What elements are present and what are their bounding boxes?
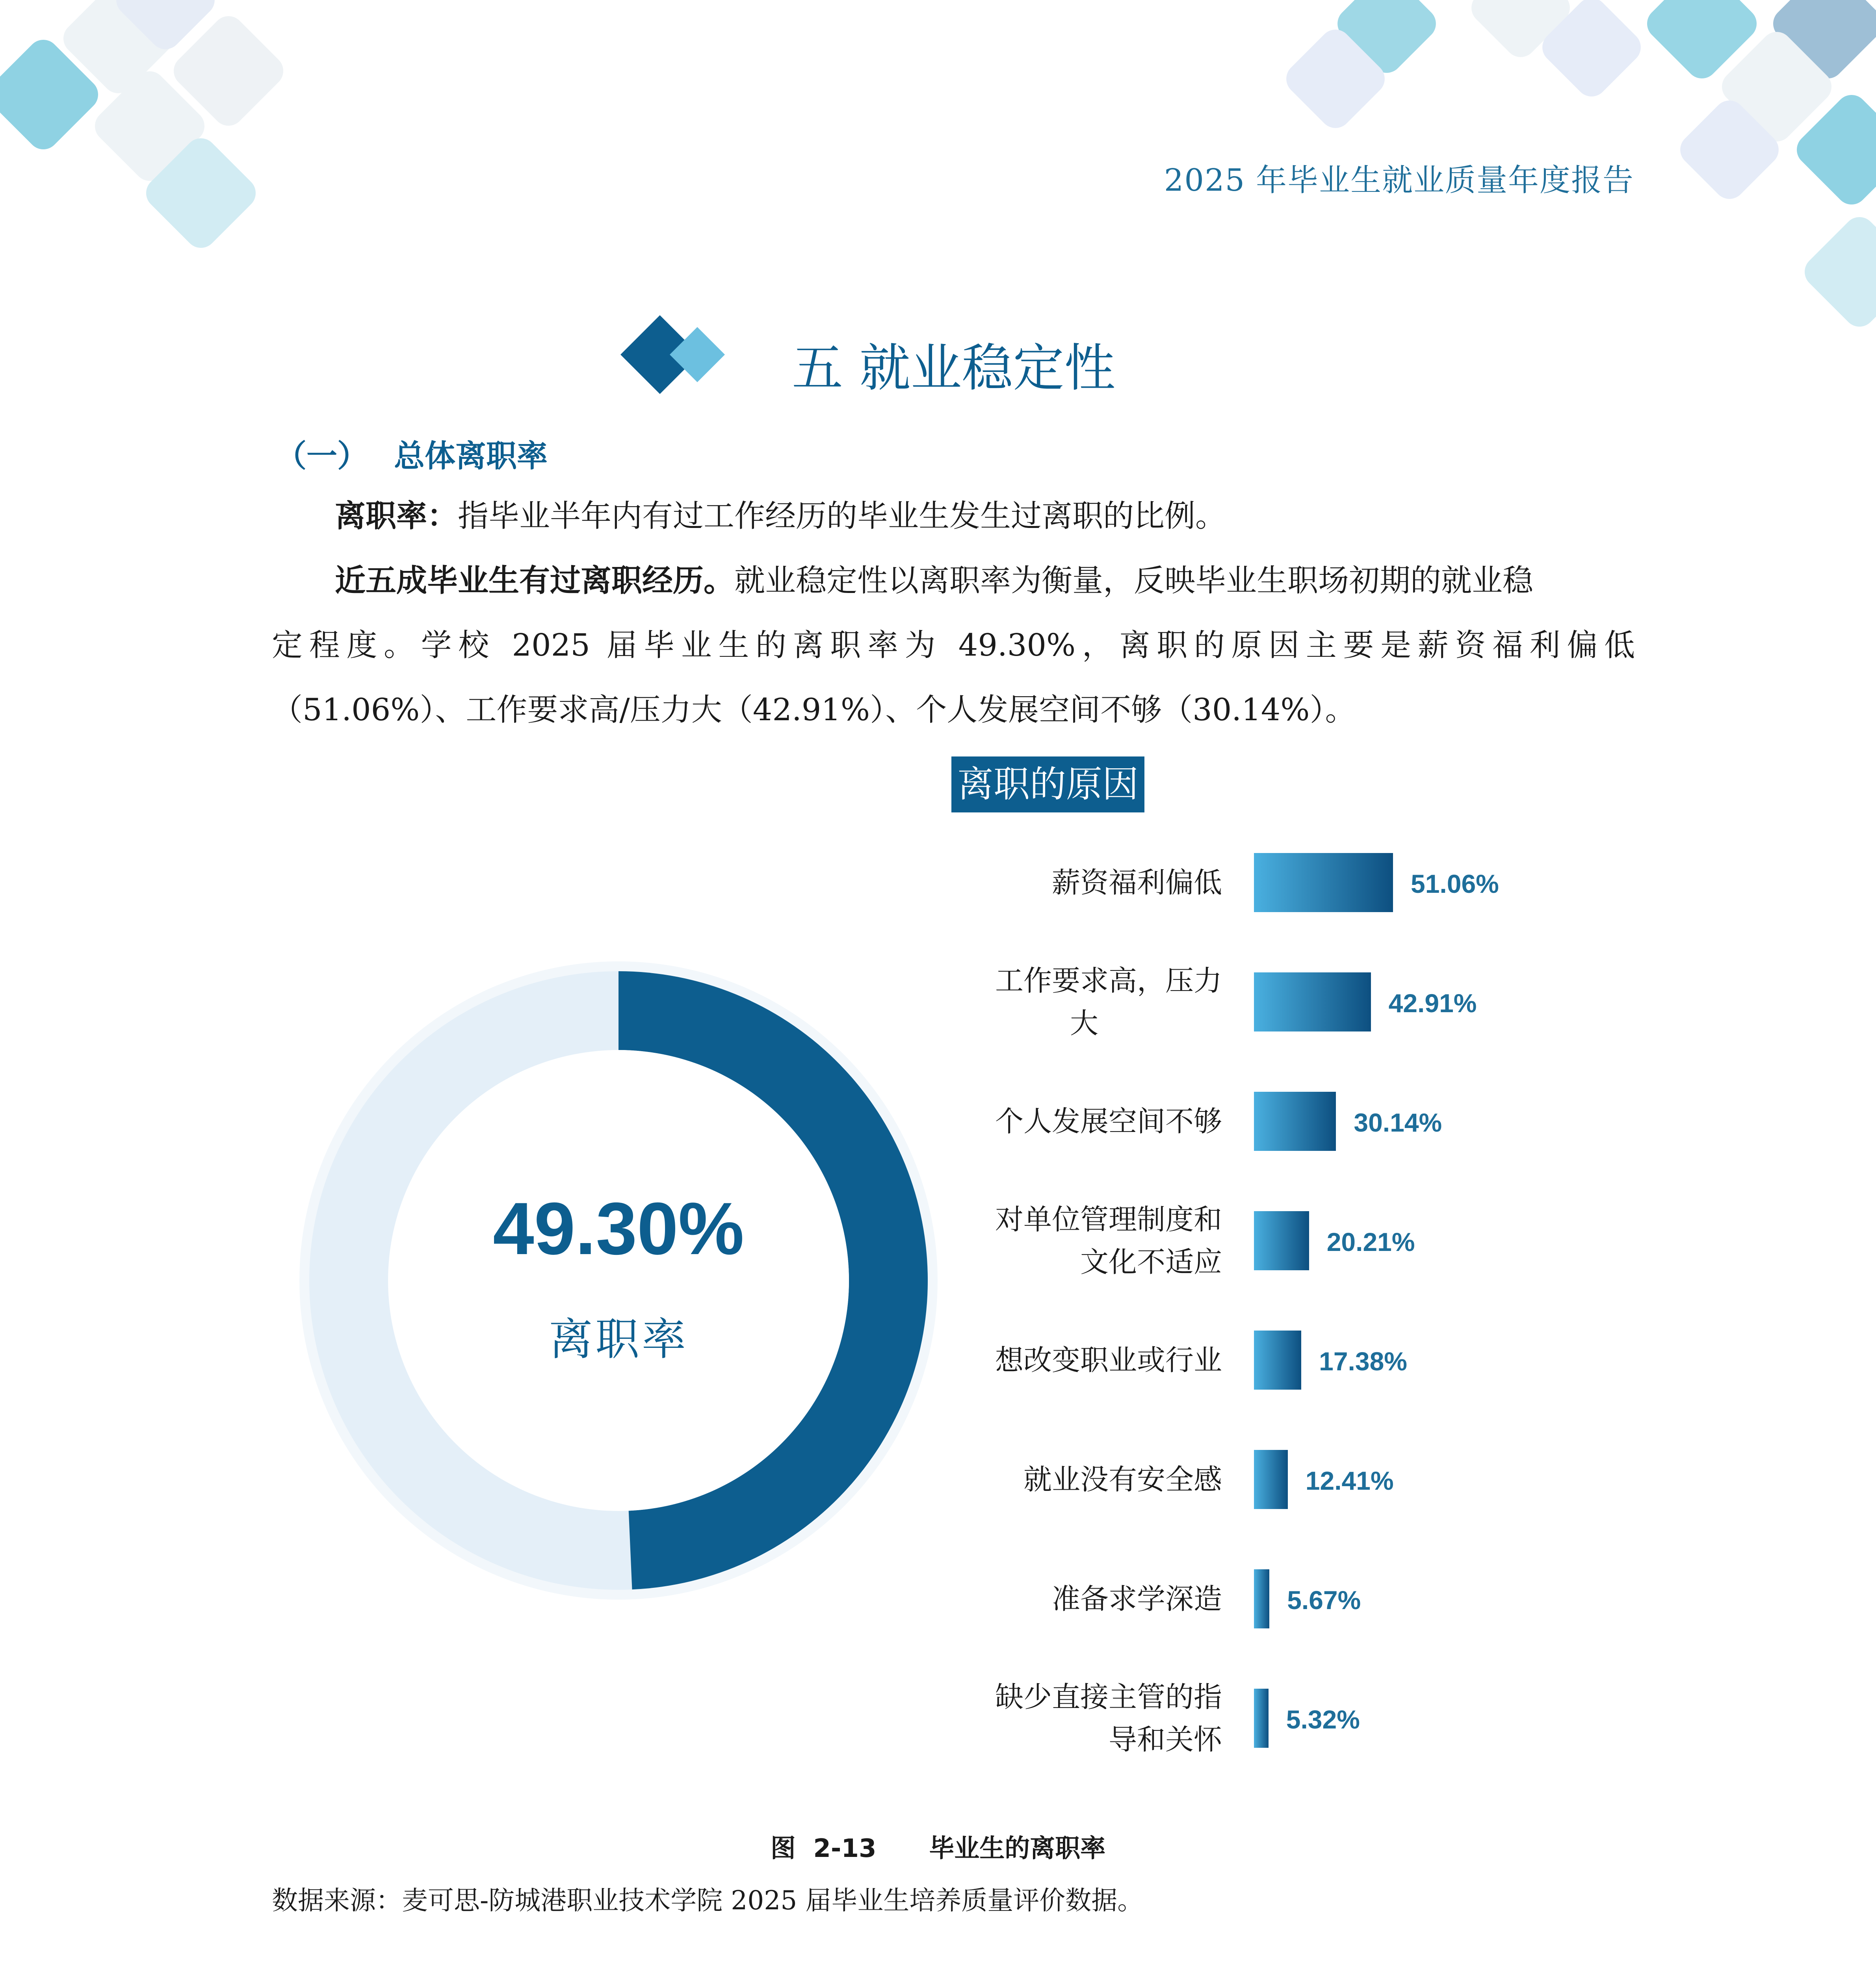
bar-category-line: 缺少直接主管的指 (995, 1680, 1222, 1714)
bar (1254, 1092, 1336, 1151)
section-title: 五 就业稳定性 (792, 338, 1116, 398)
data-source: 数据来源：麦可思-防城港职业技术学院 2025 届毕业生培养质量评价数据。 (272, 1885, 1144, 1916)
definition-text: 指毕业半年内有过工作经历的毕业生发生过离职的比例。 (458, 498, 1226, 534)
bar-value-label: 12.41% (1305, 1466, 1394, 1495)
bar-category-label (946, 1100, 1222, 1143)
bar-value-label: 5.67% (1287, 1585, 1361, 1615)
bar (1254, 972, 1371, 1031)
bar-category-label (946, 959, 1222, 1044)
bar-category-line: 对单位管理制度和 (995, 1203, 1222, 1236)
bar (1254, 853, 1393, 912)
bar (1254, 1211, 1309, 1270)
bar-category-line: 大 (1070, 1007, 1098, 1040)
summary-text-3: （51.06%）、工作要求高/压力大（42.91%）、个人发展空间不够（30.14%）。 (272, 692, 1356, 728)
donut-value: 49.30% (493, 1187, 744, 1270)
summary-text-2: 定程度。学校 2025 届毕业生的离职率为 49.30%，离职的原因主要是薪资福利偏低 (272, 628, 1635, 663)
bar-value-label: 20.21% (1326, 1227, 1415, 1256)
bar (1254, 1569, 1269, 1628)
bar-category-line: 就业没有安全感 (1023, 1463, 1222, 1496)
bar-value-label: 17.38% (1319, 1347, 1407, 1376)
bar-category-line: 准备求学深造 (1051, 1582, 1222, 1615)
bar-category-line: 薪资福利偏低 (1051, 866, 1222, 899)
summary-lead: 近五成毕业生有过离职经历。 (335, 563, 735, 598)
bar-category-line: 工作要求高，压力 (995, 964, 1222, 997)
figure-caption: 图 2-13 毕业生的离职率 (770, 1834, 1106, 1863)
bar-category-line: 导和关怀 (1108, 1723, 1222, 1756)
bar-category-label (946, 861, 1222, 904)
summary-line-2 (272, 613, 1635, 678)
bar-category-label (946, 1339, 1222, 1381)
subsection-title: 总体离职率 (394, 439, 548, 474)
bar-chart-title: 离职的原因 (951, 756, 1144, 812)
bar-category-label (946, 1198, 1222, 1283)
donut-chart (292, 953, 945, 1608)
donut-hole (388, 1050, 849, 1511)
definition-paragraph (335, 484, 1635, 548)
bar-value-label: 51.06% (1411, 869, 1499, 898)
bar-value-label: 30.14% (1354, 1108, 1442, 1137)
bar-category-label (946, 1578, 1222, 1620)
bar-value-label: 42.91% (1388, 989, 1477, 1018)
bar-category-line: 文化不适应 (1080, 1245, 1222, 1279)
bar-value-label: 5.32% (1286, 1705, 1360, 1734)
bar (1254, 1689, 1269, 1748)
section-diamond-icon (617, 311, 739, 398)
summary-line-3 (272, 678, 1635, 742)
report-title: 2025 年毕业生就业质量年度报告 (1164, 163, 1634, 198)
bar (1254, 1331, 1301, 1390)
bar-category-line: 个人发展空间不够 (995, 1105, 1222, 1138)
bar-category-label (946, 1458, 1222, 1501)
bar (1254, 1450, 1288, 1509)
summary-line-1 (335, 548, 1635, 613)
bar-category-label (946, 1676, 1222, 1761)
bar-category-line: 想改变职业或行业 (995, 1344, 1222, 1377)
subsection-number: （一） (276, 439, 368, 474)
donut-label: 离职率 (549, 1314, 688, 1365)
definition-term: 离职率： (335, 498, 458, 534)
subsection-heading (276, 431, 548, 476)
summary-text-1: 就业稳定性以离职率为衡量，反映毕业生职场初期的就业稳 (734, 563, 1534, 598)
